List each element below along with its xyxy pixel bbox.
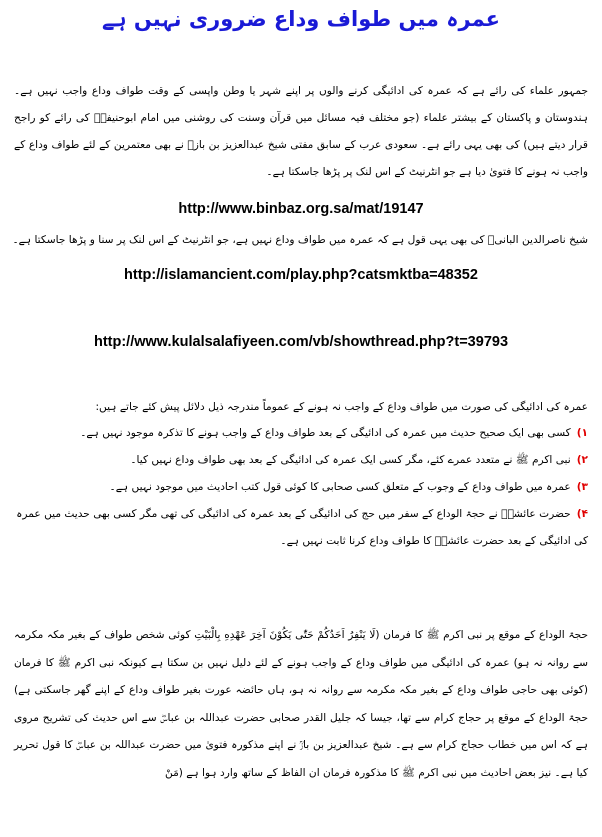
evidence-intro: عمرہ کی ادائیگی کی صورت میں طواف وداع کے واجب نہ ہونے کے عموماً مندرجہ ذیل دلائل پیش کئے جاتے ہیں: <box>95 401 588 413</box>
page-title: عمرہ میں طواف وداع ضروری نہیں ہے <box>101 7 501 31</box>
list-item: ۱)کسی بھی ایک صحیح حدیث میں عمرہ کی ادائیگی کے بعد طواف وداع کے واجب ہونے کا تذکرہ موجود نہیں ہے۔ <box>80 427 588 439</box>
evidence-list <box>14 420 588 555</box>
list-item: ۴)حضرت عائشہؓ نے حجۃ الوداع کے سفر میں حج کی ادائیگی کے بعد عمرہ کی ادائیگی کی تھی مگر کسی بھی حدیث میں عمرہ کی ادائیگی کے بعد حضرت عائشہؓ کا طواف وداع کرنا ثابت نہیں ہے۔ <box>16 508 588 547</box>
link-kulalsalafiyeen[interactable]: http://www.kulalsalafiyeen.com/vb/showthread.php?t=39793 <box>93 334 509 350</box>
albani-paragraph: شیخ ناصرالدین البانیؒ کی بھی یہی قول ہے کہ عمرہ میں طواف وداع نہیں ہے، جو انٹرنیٹ کے اس لنک پر سنا و پڑھا جاسکتا ہے۔ <box>12 234 588 246</box>
closing-paragraph: حجۃ الوداع کے موقع پر نبی اکرم ﷺ کا فرمان (لَا يَنْفِرُ اَحَدُكُمْ حَتّٰى يَكُوْنَ آخِرَ عَهْدِهِ بِالْبَيْتِ کوئی شخص طواف کے بغیر مکہ مکرمہ سے روانہ نہ ہو) عمرہ کی ادائیگی میں طواف وداع کے واجب ہونے کے لئے دلیل نہیں بن سکتا ہے کیونکہ نبی اکرم ﷺ کا فرمان (کوئی بھی حاجی طواف وداع کے بغیر مکہ مکرمہ سے روانہ نہ ہو، ہاں حائضہ عورت بغیر طواف وداع کے اپنے گھر جاسکتی ہے) حجۃ الوداع کے موقع پر حجاج کرام سے تھا، جیسا کہ جلیل القدر صحابی حضرت عبداللہ بن عباسؓ سے اس حدیث کی تشریح مروی ہے کہ اس میں خطاب حجاج کرام سے ہے۔ شیخ عبدالعزیز بن بازؒ نے اپنے مذکورہ فتویٰ میں حضرت عبداللہ بن عباسؓ کا قول تحریر کیا ہے۔ نیز بعض احادیث میں نبی اکرم ﷺ کا مذکورہ فرمان ان الفاظ کے ساتھ وارد ہوا ہے (مَنْ <box>14 629 588 779</box>
link-binbaz[interactable]: http://www.binbaz.org.sa/mat/19147 <box>178 201 424 217</box>
link-islamancient[interactable]: http://islamancient.com/play.php?catsmktba=48352 <box>124 267 478 283</box>
list-item: ۲)نبی اکرم ﷺ نے متعدد عمرے کئے، مگر کسی ایک عمرہ کی ادائیگی کے بعد بھی طواف وداع نہیں کیا۔ <box>130 454 588 466</box>
list-item: ۳)عمرہ میں طواف وداع کے وجوب کے متعلق کسی صحابی کا کوئی قول کتب احادیث میں موجود نہیں ہے۔ <box>109 481 588 493</box>
intro-paragraph: جمہور علماء کی رائے ہے کہ عمرہ کی ادائیگی کرنے والوں پر اپنے شہر یا وطن واپسی کے وقت طواف وداع واجب نہیں ہے۔ ہندوستان و پاکستان کے بیشتر علماء (جو مختلف فیہ مسائل میں قرآن وسنت کی روشنی میں امام ابوحنیفہؒ کی رائے کو راجح قرار دیتے ہیں) کی بھی یہی رائے ہے۔ سعودی عرب کے سابق مفتی شیخ عبدالعزیز بن بازؒ نے بھی معتمرین کے لئے طواف وداع کے واجب نہ ہونے کا فتویٰ دیا ہے جو انٹرنیٹ کے اس لنک پر پڑھا جاسکتا ہے۔ <box>14 85 588 178</box>
